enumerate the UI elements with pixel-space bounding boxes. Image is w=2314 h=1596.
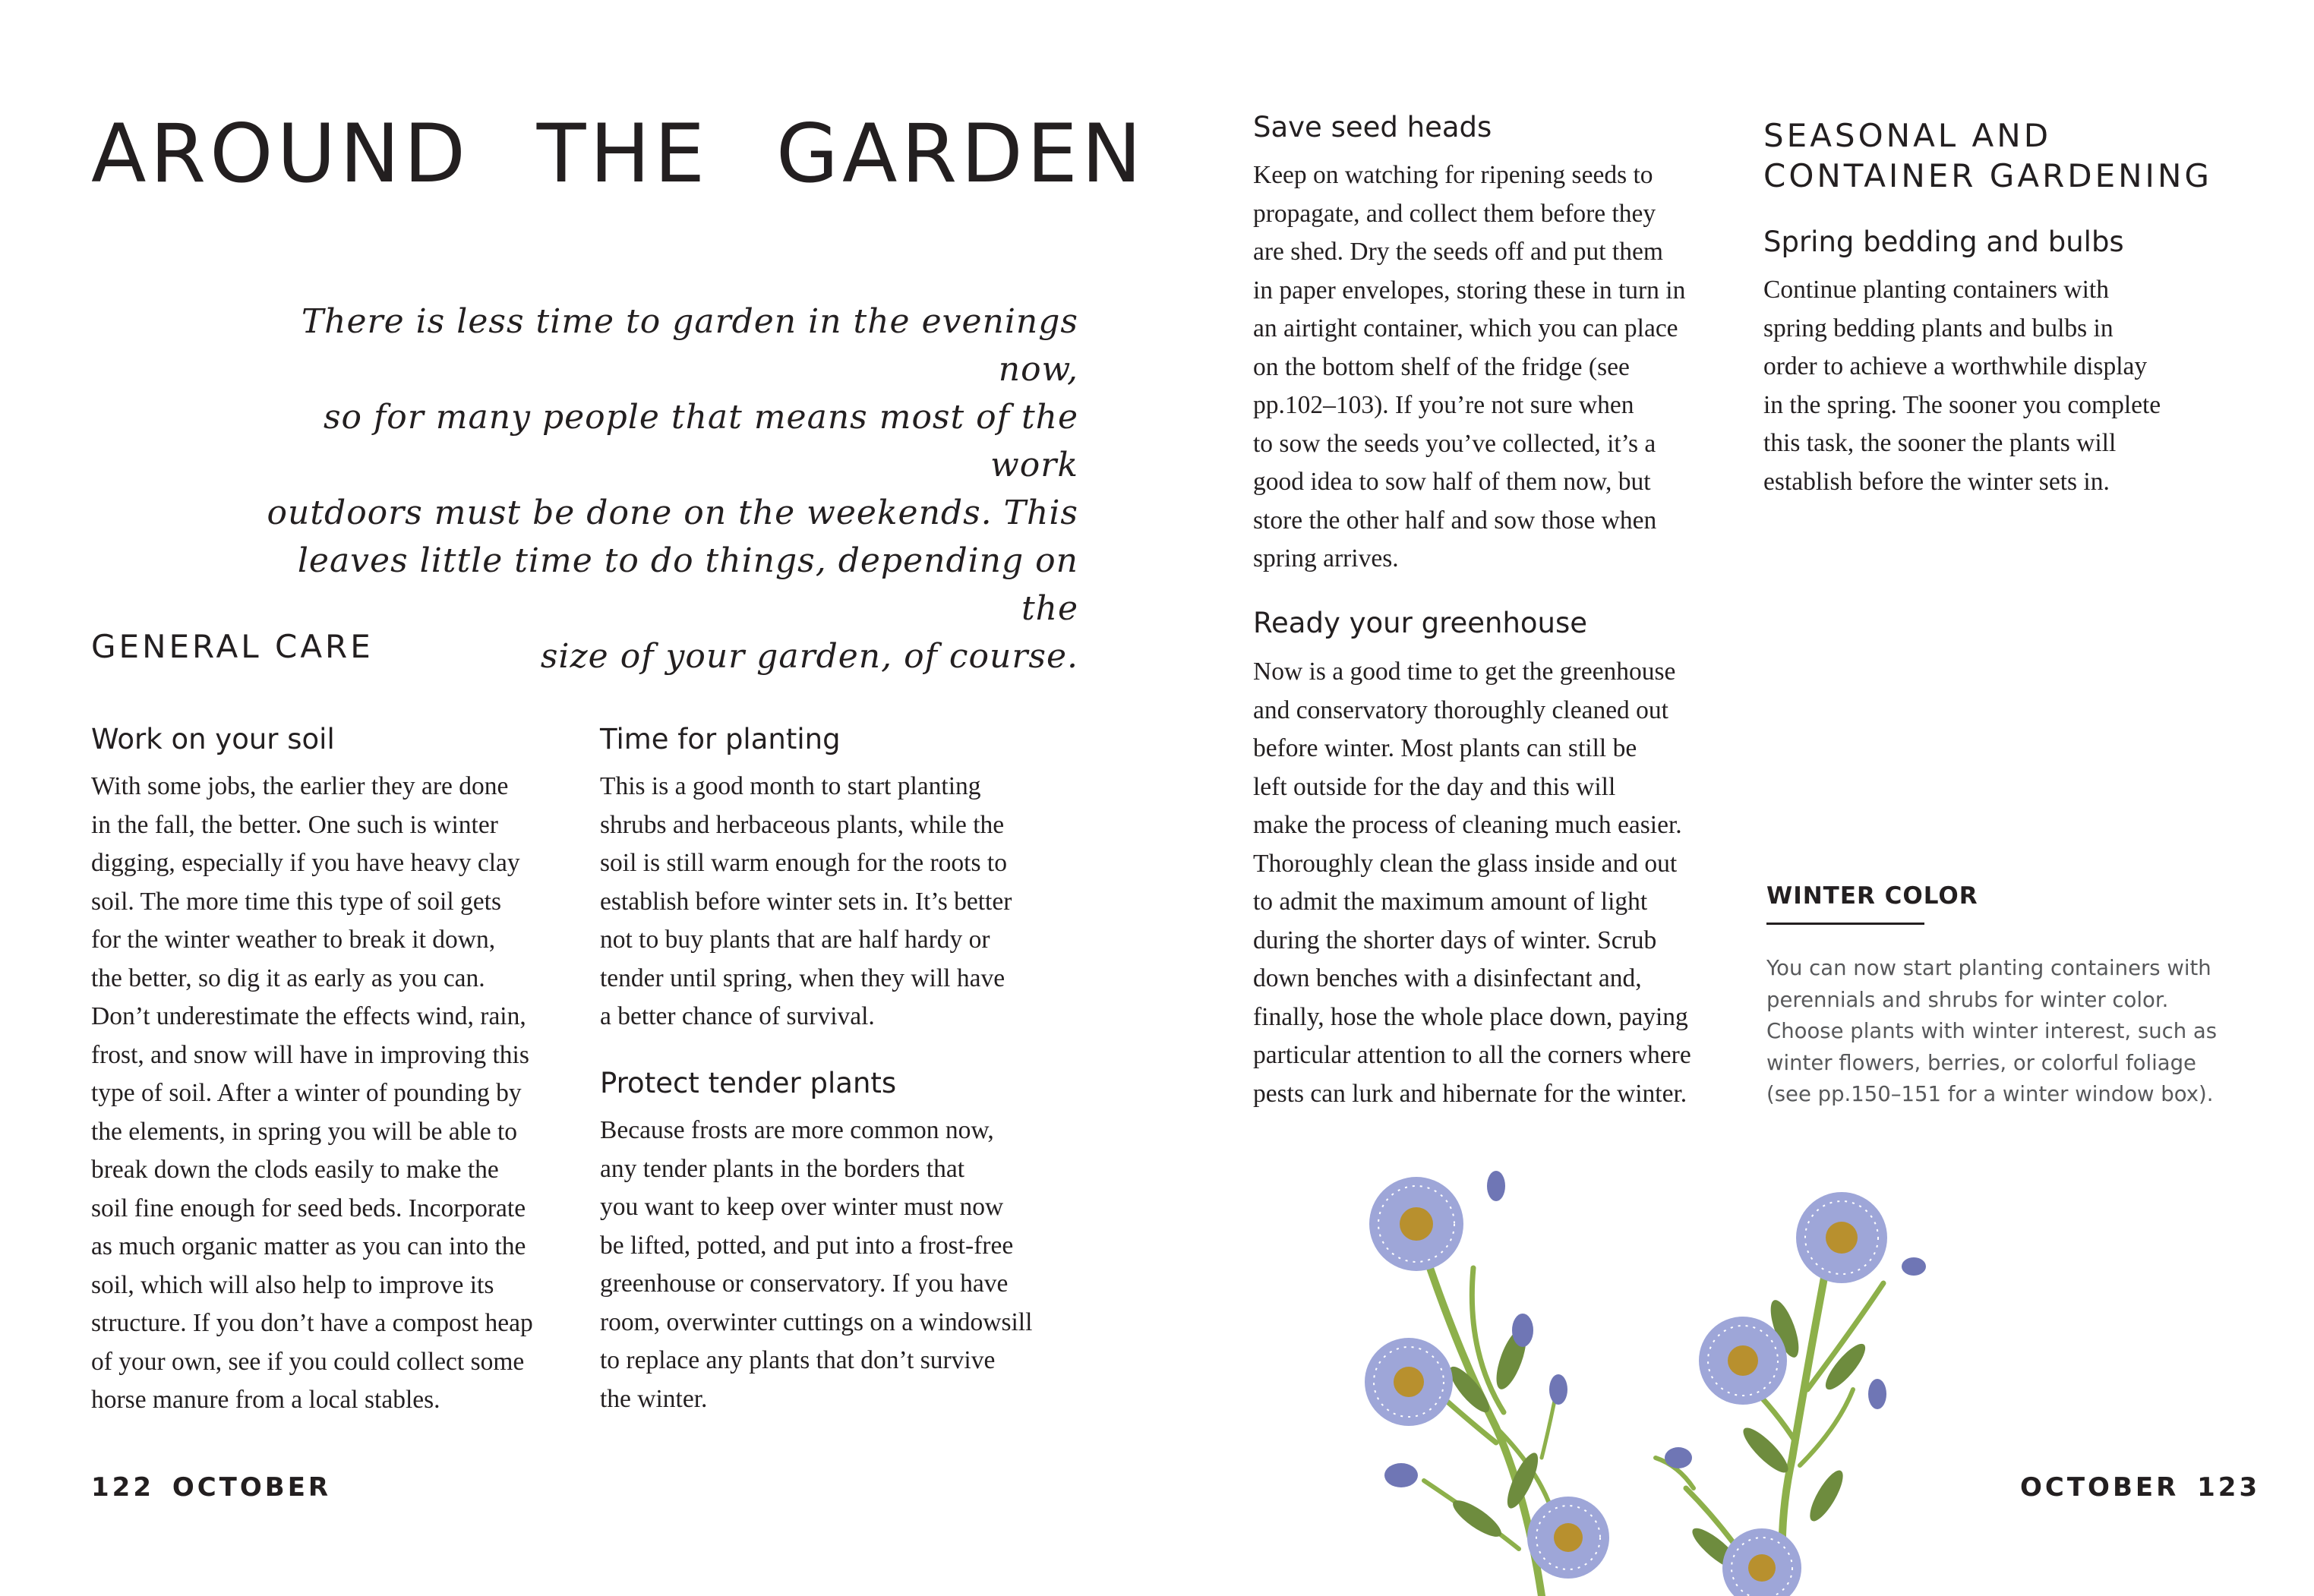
winter-color-rule (1766, 923, 1924, 925)
protect-tender-plants-heading: Protect tender plants (600, 1067, 897, 1099)
ready-greenhouse-text: Now is a good time to get the greenhouse and conservatory thoroughly cleaned out before winter. Most plants can still be left outside for the day and this will make the process of cleaning much easier. Thoroughly clean the glass inside and out to admit the maximum amount of light during the shorter days of winter. Scrub down benches with a disinfectant and, finally, hose the whole place down, paying particular attention to all the corners where pests can lurk and hibernate for the winter. (1253, 658, 1691, 1108)
time-for-planting-heading: Time for planting (600, 723, 841, 755)
work-on-soil-text: With some jobs, the earlier they are done in the fall, the better. One such is winter digging, especially if you have heavy clay soil. The more time this type of soil gets for the winter weather to break it down, the better, so dig it as early as you can. Don’t underestimate the effects wind, rain, frost, and snow will have in improving this type of soil. After a winter of pounding by the elements, in spring you will be able to break down the clods easily to make the soil fine enough for seed beds. Incorporate as much organic matter as you can into the soil, which will also help to improve its structure. If you don’t have a compost heap of your own, see if you could collect some horse manure from a local stables. (91, 772, 533, 1414)
aster-flower (1365, 1338, 1453, 1426)
aster-flower (1699, 1317, 1787, 1405)
right-page-number: 123 (2197, 1472, 2261, 1503)
save-seed-heads-heading: Save seed heads (1253, 111, 1492, 144)
seasonal-container-heading: SEASONAL AND CONTAINER GARDENING (1763, 117, 2212, 194)
left-running-head: OCTOBER (172, 1472, 332, 1503)
aster-flower (1527, 1497, 1609, 1579)
winter-color-heading: WINTER COLOR (1766, 882, 1978, 910)
save-seed-heads-text: Keep on watching for ripening seeds to propagate, and collect them before they are shed. Dry the seeds off and put them in paper envelopes, storing these in turn in an airtight container, which you can place on the bottom shelf of the fridge (see pp.102–103). If you’re not sure when to sow the seeds you’ve collected, it’s a good idea to sow half of them now, but store the other half and sow those when spring arrives. (1253, 161, 1686, 572)
ready-greenhouse-heading: Ready your greenhouse (1253, 607, 1588, 639)
leaves (1444, 1297, 1870, 1575)
right-running-head: OCTOBER (2020, 1472, 2180, 1503)
spring-bedding-heading: Spring bedding and bulbs (1763, 226, 2124, 258)
work-on-soil-heading: Work on your soil (91, 723, 335, 755)
page-title: AROUND THE GARDEN (91, 107, 1146, 200)
general-care-heading: GENERAL CARE (91, 628, 374, 665)
winter-color-text: You can now start planting containers with perennials and shrubs for winter color. Choose plants with winter interest, such as winter flowers, berries, or colorful foliage (see pp.150–151 for a winter window box). (1766, 956, 2218, 1106)
aster-flower (1722, 1528, 1801, 1596)
aster-flower (1796, 1192, 1887, 1283)
aster-flowers-illustration (1321, 1139, 1929, 1596)
time-for-planting-text: This is a good month to start planting shrubs and herbaceous plants, while the soil is still warm enough for the roots to establish before winter sets in. It’s better not to buy plants that are half hardy or tender until spring, when they will have a better chance of survival. (600, 772, 1012, 1030)
spring-bedding-text: Continue planting containers with spring bedding plants and bulbs in order to achieve a worthwhile display in the spring. The sooner you complete this task, the sooner the plants will establish before the winter sets in. (1763, 276, 2161, 496)
left-page-number: 122 (91, 1472, 154, 1503)
aster-flower (1369, 1177, 1463, 1271)
right-folio (2020, 1472, 2261, 1503)
left-folio (91, 1472, 332, 1503)
protect-tender-plants-text: Because frosts are more common now, any tender plants in the borders that you want to keep over winter must now be lifted, potted, and put into a frost-free greenhouse or conservatory. If you have room, overwinter cuttings on a windowsill to replace any plants that don’t survive the winter. (600, 1116, 1033, 1413)
intro-text: There is less time to garden in the evenings now, so for many people that means most of the work outdoors must be done on the weekends. This leaves little time to do things, depending on the size of your garden, of course. (267, 302, 1078, 676)
